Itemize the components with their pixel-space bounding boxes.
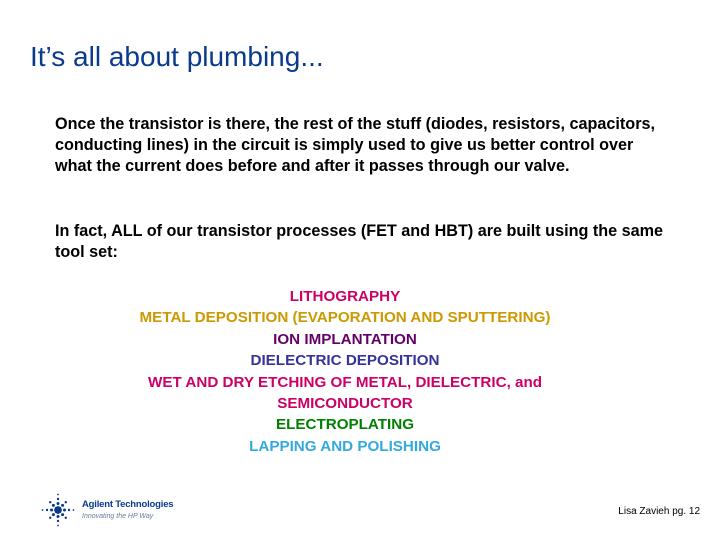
process-item: ION IMPLANTATION xyxy=(273,330,417,348)
footer-author-page: Lisa Zavieh pg. 12 xyxy=(618,506,700,517)
process-item: METAL DEPOSITION (EVAPORATION AND SPUTTERING) xyxy=(139,309,551,327)
slide-title: It’s all about plumbing... xyxy=(30,40,324,72)
agilent-logo xyxy=(38,490,173,530)
process-item: SEMICONDUCTOR xyxy=(277,395,413,413)
process-item: LAPPING AND POLISHING xyxy=(249,437,441,455)
process-item: DIELECTRIC DEPOSITION xyxy=(250,352,440,370)
process-item: WET AND DRY ETCHING OF METAL, DIELECTRIC, and xyxy=(147,373,543,391)
process-list xyxy=(80,286,610,457)
agilent-spark-icon xyxy=(38,490,78,530)
logo-company-name: Agilent Technologies xyxy=(82,499,174,511)
intro-paragraph: Once the transistor is there, the rest of the stuff (diodes, resistors, capacitors, conducting lines) in the circuit is simply used to give us better control over what the current does before and after it passes through our valve. xyxy=(55,115,655,175)
process-item: ELECTROPLATING xyxy=(275,416,415,434)
toolset-paragraph: In fact, ALL of our transistor processes (FET and HBT) are built using the same tool set: xyxy=(55,222,664,261)
process-item: LITHOGRAPHY xyxy=(289,288,401,305)
logo-tagline: Innovating the HP Way xyxy=(82,512,154,520)
